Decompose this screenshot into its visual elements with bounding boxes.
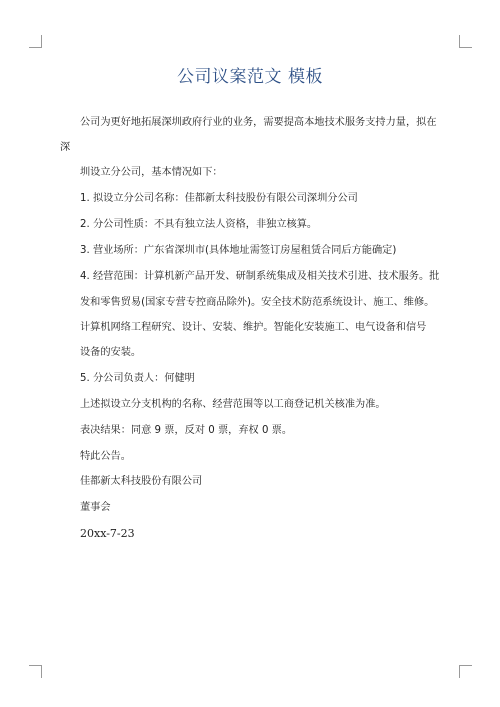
item-business-scope-line-3: 计算机网络工程研究、设计、安装、维护。智能化安装施工、电气设备和信号 [80, 322, 427, 333]
page-corner-mark-bottom-left [29, 665, 42, 678]
page-corner-mark-top-right [459, 35, 472, 48]
paragraph-intro-line-1: 公司为更好地拓展深圳政府行业的业务，需要提高本地技术服务支持力量，拟在 [80, 117, 437, 128]
paragraph-vote-result: 表决结果：同意 9 票，反对 0 票，弃权 0 票。 [80, 425, 293, 436]
paragraph-intro-line-3: 圳设立分公司，基本情况如下： [80, 167, 223, 178]
signature-date: 20xx-7-23 [80, 527, 135, 540]
document-title: 公司议案范文 模板 [177, 67, 323, 87]
paragraph-announcement: 特此公告。 [80, 451, 131, 462]
item-business-scope-line-1: 4. 经营范围：计算机新产品开发、研制系统集成及相关技术引进、技术服务。批 [80, 271, 440, 282]
item-branch-nature: 2. 分公司性质：不具有独立法人资格，非独立核算。 [80, 219, 318, 230]
item-business-scope-line-2: 发和零售贸易(国家专营专控商品除外)。安全技术防范系统设计、施工、维修。 [80, 297, 435, 308]
paragraph-approval-note: 上述拟设立分支机构的名称、经营范围等以工商登记机关核准为准。 [80, 399, 386, 410]
signature-company: 佳都新太科技股份有限公司 [80, 476, 203, 487]
paragraph-intro-line-2: 深 [60, 142, 71, 153]
item-business-location: 3. 营业场所：广东省深圳市(具体地址需签订房屋租赁合同后方能确定) [80, 245, 397, 256]
item-business-scope-line-4: 设备的安装。 [80, 347, 142, 358]
page-corner-mark-bottom-right [459, 665, 472, 678]
signature-board: 董事会 [80, 502, 111, 513]
item-branch-manager: 5. 分公司负责人：何健明 [80, 373, 195, 384]
page-corner-mark-top-left [29, 35, 42, 48]
item-branch-name: 1. 拟设立分公司名称：佳都新太科技股份有限公司深圳分公司 [80, 193, 358, 204]
